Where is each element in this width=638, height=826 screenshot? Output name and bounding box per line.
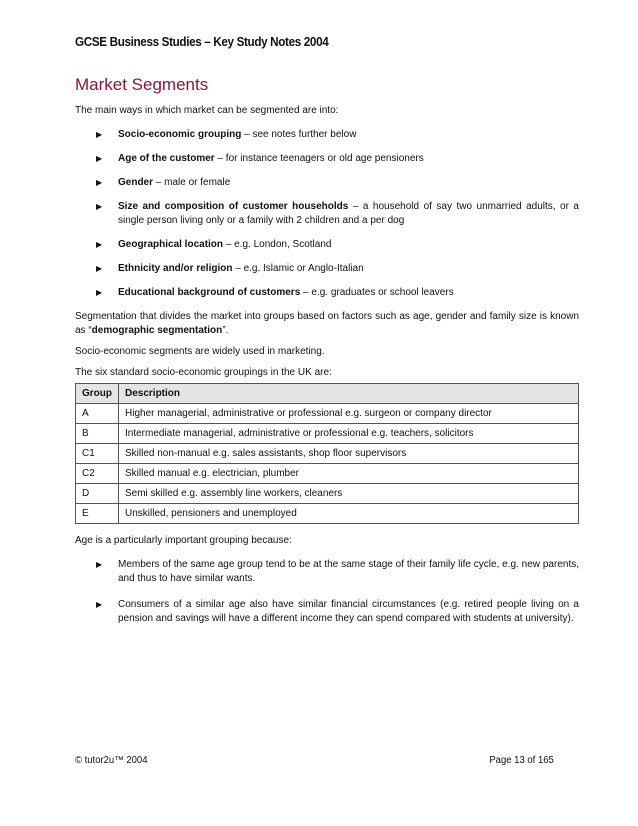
bullet-icon: ▶ xyxy=(96,600,103,609)
list-item: ▶ Consumers of a similar age also have similar financial circumstances (e.g. retired people living on a pension and savings will have a different income they can spend compared with students at university). xyxy=(96,599,579,624)
table-intro: The six standard socio-economic groupings in the UK are: xyxy=(75,367,332,378)
table-row xyxy=(76,484,579,504)
table-row xyxy=(76,464,579,484)
list-item xyxy=(75,176,579,190)
section-title: Market Segments xyxy=(75,75,209,94)
segment-term: Size and composition of customer households xyxy=(118,201,349,212)
group-cell: C1 xyxy=(76,444,119,464)
demographic-term: demographic segmentation xyxy=(91,325,223,336)
group-cell: A xyxy=(76,404,119,424)
bullet-icon: ▶ xyxy=(96,240,103,249)
segment-list xyxy=(75,128,579,300)
description-cell: Skilled non-manual e.g. sales assistants, shop floor supervisors xyxy=(119,444,579,464)
table-row xyxy=(76,424,579,444)
segment-term: Educational background of customers xyxy=(118,287,301,298)
page-content xyxy=(75,104,579,638)
group-cell: C2 xyxy=(76,464,119,484)
column-header-description: Description xyxy=(119,384,579,404)
bullet-icon: ▶ xyxy=(96,178,103,187)
segment-term: Age of the customer xyxy=(118,153,215,164)
segment-term: Geographical location xyxy=(118,239,224,250)
bullet-icon: ▶ xyxy=(96,202,103,211)
list-item xyxy=(75,152,579,166)
table-row xyxy=(76,504,579,524)
segment-detail: – a household of say two unmarried adults, or a single person living only or a family with 2 children and a per dog xyxy=(118,201,579,226)
segment-detail: – male or female xyxy=(153,177,231,188)
age-reasons-list xyxy=(75,558,579,626)
segment-detail: – e.g. London, Scotland xyxy=(223,239,332,250)
list-item xyxy=(75,286,579,300)
description-cell: Semi skilled e.g. assembly line workers, cleaners xyxy=(119,484,579,504)
column-header-group: Group xyxy=(76,384,119,404)
bullet-icon: ▶ xyxy=(96,560,103,569)
bullet-icon: ▶ xyxy=(96,288,103,297)
description-cell: Higher managerial, administrative or professional e.g. surgeon or company director xyxy=(119,404,579,424)
segment-detail: – e.g. Islamic or Anglo-Italian xyxy=(232,263,364,274)
segment-term: Gender xyxy=(118,177,154,188)
segment-term: Socio-economic grouping xyxy=(118,129,242,140)
description-cell: Intermediate managerial, administrative or professional e.g. teachers, solicitors xyxy=(119,424,579,444)
age-intro: Age is a particularly important grouping because: xyxy=(75,535,292,546)
group-cell: E xyxy=(76,504,119,524)
segment-term: Ethnicity and/or religion xyxy=(118,263,233,274)
bullet-icon: ▶ xyxy=(96,264,103,273)
segment-detail: – for instance teenagers or old age pensioners xyxy=(214,153,424,164)
description-cell: Unskilled, pensioners and unemployed xyxy=(119,504,579,524)
demographic-paragraph: Segmentation that divides the market into groups based on factors such as age, gender and family size is known as “demographic segmentation”. xyxy=(75,311,579,336)
list-item xyxy=(75,200,579,228)
page-number: Page 13 of 165 xyxy=(489,755,554,766)
usage-paragraph: Socio-economic segments are widely used in marketing. xyxy=(75,346,325,357)
table-row xyxy=(76,444,579,464)
list-item: ▶ Members of the same age group tend to be at the same stage of their family life cycle, e.g. new parents, and thus to have similar wants. xyxy=(96,559,579,584)
table-header-row xyxy=(76,384,579,404)
group-cell: D xyxy=(76,484,119,504)
bullet-icon: ▶ xyxy=(96,130,103,139)
document-header: GCSE Business Studies – Key Study Notes 2004 xyxy=(75,34,329,49)
copyright-text: © tutor2u™ 2004 xyxy=(75,755,148,766)
list-item xyxy=(75,262,579,276)
bullet-icon: ▶ xyxy=(96,154,103,163)
list-item xyxy=(75,238,579,252)
segment-detail: – e.g. graduates or school leavers xyxy=(300,287,454,298)
intro-text: The main ways in which market can be segmented are into: xyxy=(75,105,339,116)
list-item xyxy=(75,128,579,142)
segment-detail: – see notes further below xyxy=(241,129,357,140)
table-row xyxy=(76,404,579,424)
description-cell: Skilled manual e.g. electrician, plumber xyxy=(119,464,579,484)
page-footer xyxy=(75,755,554,766)
group-cell: B xyxy=(76,424,119,444)
socio-economic-table xyxy=(75,383,579,524)
